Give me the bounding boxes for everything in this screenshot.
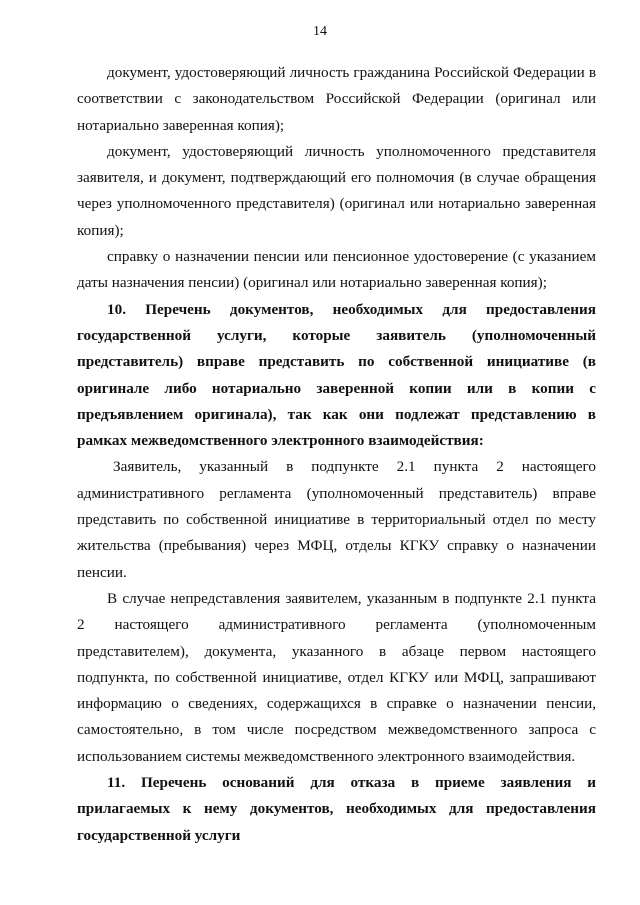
paragraph-representative-document: документ, удостоверяющий личность уполномоченного представителя заявителя, и документ, подтверждающий его полномочия (в случае обращения через уполномоченного представителя) (оригинал или нотариально заверенная копия); bbox=[77, 142, 596, 239]
document-body bbox=[77, 60, 596, 849]
section-10-heading: 10. Перечень документов, необходимых для предоставления государственной услуги, которые заявитель (уполномоченный представитель) вправе представить по собственной инициативе (в оригинале либо нотариально заверенной копии или в копии с предъявлением оригинала), так как они подлежат представлению в рамках межведомственного электронного взаимодействия: bbox=[77, 300, 596, 450]
page-number: 14 bbox=[313, 24, 327, 39]
section-11-heading: 11. Перечень оснований для отказа в приеме заявления и прилагаемых к нему документов, необходимых для предоставления государственной услуги bbox=[77, 774, 596, 844]
paragraph-non-submission: В случае непредставления заявителем, указанным в подпункте 2.1 пункта 2 настоящего административного регламента (уполномоченным представителем), документа, указанного в абзаце первом настоящего подпункта, по собственной инициативе, отдел КГКУ или МФЦ, запрашивают информацию о сведениях, содержащихся в справке о назначении пенсии, самостоятельно, в том числе посредством межведомственного запроса с использованием системы межведомственного электронного взаимодействия. bbox=[77, 589, 596, 765]
paragraph-applicant-right: Заявитель, указанный в подпункте 2.1 пункта 2 настоящего административного регламента (уполномоченный представитель) вправе представить по собственной инициативе в территориальный отдел по месту жительства (пребывания) через МФЦ, отделы КГКУ справку о назначении пенсии. bbox=[77, 458, 596, 581]
paragraph-pension-certificate: справку о назначении пенсии или пенсионное удостоверение (с указанием даты назначения пенсии) (оригинал или нотариально заверенная копия); bbox=[77, 248, 596, 292]
paragraph-identity-document: документ, удостоверяющий личность гражданина Российской Федерации в соответствии с законодательством Российской Федерации (оригинал или нотариально заверенная копия); bbox=[77, 64, 596, 134]
